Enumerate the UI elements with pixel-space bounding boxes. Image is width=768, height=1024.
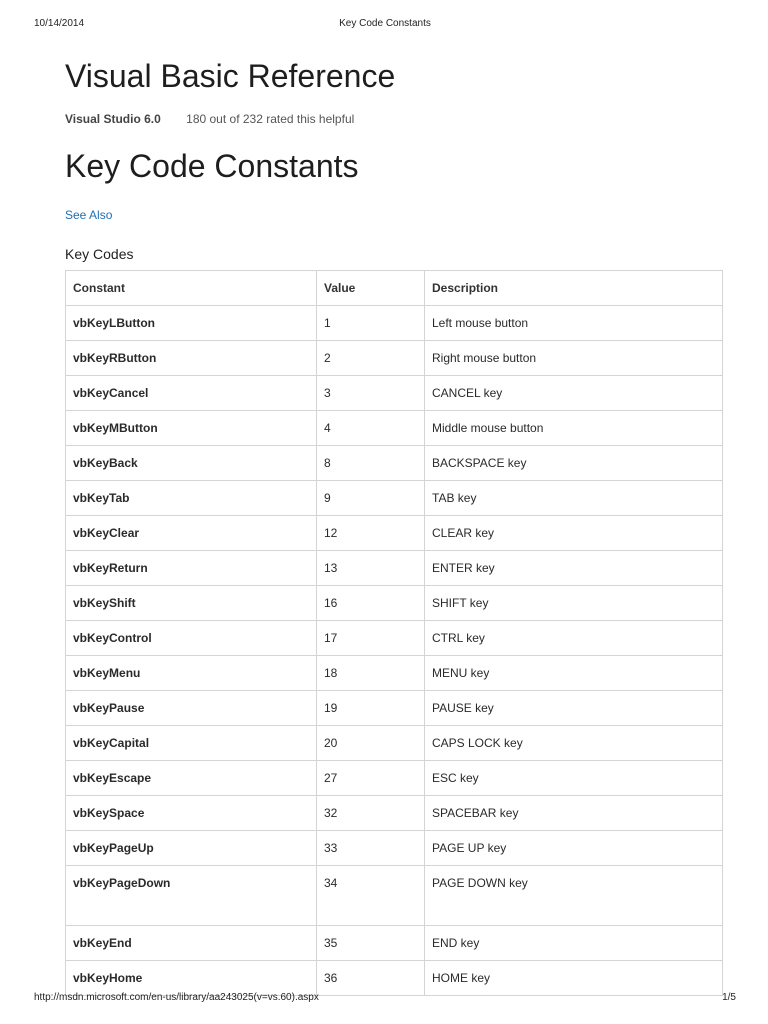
description-cell: SHIFT key (425, 586, 723, 621)
description-cell: PAUSE key (425, 691, 723, 726)
product-version: Visual Studio 6.0 (65, 112, 161, 126)
value-cell: 35 (317, 926, 425, 961)
value-cell: 8 (317, 446, 425, 481)
value-cell: 32 (317, 796, 425, 831)
constant-cell: vbKeyEscape (66, 761, 317, 796)
constant-cell: vbKeyLButton (66, 306, 317, 341)
value-cell: 17 (317, 621, 425, 656)
description-cell: HOME key (425, 961, 723, 996)
table-row (66, 656, 723, 691)
value-cell: 27 (317, 761, 425, 796)
value-cell: 9 (317, 481, 425, 516)
constant-cell: vbKeyMenu (66, 656, 317, 691)
description-cell: Left mouse button (425, 306, 723, 341)
constant-cell: vbKeyShift (66, 586, 317, 621)
table-row (66, 446, 723, 481)
table-row (66, 796, 723, 831)
description-cell: ESC key (425, 761, 723, 796)
table-header-row (66, 271, 723, 306)
description-cell: CLEAR key (425, 516, 723, 551)
constant-cell: vbKeyTab (66, 481, 317, 516)
column-header-description: Description (425, 271, 723, 306)
description-cell: CAPS LOCK key (425, 726, 723, 761)
print-footer (34, 992, 736, 1006)
table-row (66, 961, 723, 996)
page-title: Key Code Constants (65, 148, 359, 184)
value-cell: 20 (317, 726, 425, 761)
table-row (66, 831, 723, 866)
constant-cell: vbKeyEnd (66, 926, 317, 961)
print-title: Key Code Constants (339, 18, 431, 29)
constant-cell: vbKeySpace (66, 796, 317, 831)
constant-cell: vbKeyPageUp (66, 831, 317, 866)
value-cell: 19 (317, 691, 425, 726)
print-header (34, 18, 736, 32)
description-cell: TAB key (425, 481, 723, 516)
table-row (66, 516, 723, 551)
table-row (66, 306, 723, 341)
constant-cell: vbKeyClear (66, 516, 317, 551)
table-row (66, 691, 723, 726)
description-cell: ENTER key (425, 551, 723, 586)
constant-cell: vbKeyRButton (66, 341, 317, 376)
constant-cell: vbKeyMButton (66, 411, 317, 446)
description-cell: BACKSPACE key (425, 446, 723, 481)
column-header-constant: Constant (66, 271, 317, 306)
value-cell: 13 (317, 551, 425, 586)
description-cell: PAGE UP key (425, 831, 723, 866)
see-also-link[interactable]: See Also (65, 208, 113, 222)
constant-cell: vbKeyCancel (66, 376, 317, 411)
description-cell: CANCEL key (425, 376, 723, 411)
value-cell: 3 (317, 376, 425, 411)
constant-cell: vbKeyReturn (66, 551, 317, 586)
column-header-value: Value (317, 271, 425, 306)
table-row (66, 376, 723, 411)
table-row (66, 481, 723, 516)
table-row (66, 926, 723, 961)
value-cell: 2 (317, 341, 425, 376)
description-cell: SPACEBAR key (425, 796, 723, 831)
table-row (66, 726, 723, 761)
helpful-rating: 180 out of 232 rated this helpful (186, 112, 355, 126)
constant-cell: vbKeyBack (66, 446, 317, 481)
table-row (66, 586, 723, 621)
value-cell: 12 (317, 516, 425, 551)
print-url: http://msdn.microsoft.com/en-us/library/aa243025(v=vs.60).aspx (34, 992, 319, 1003)
description-cell: CTRL key (425, 621, 723, 656)
value-cell: 4 (317, 411, 425, 446)
table-row (66, 341, 723, 376)
description-cell: PAGE DOWN key (425, 866, 723, 926)
constant-cell: vbKeyHome (66, 961, 317, 996)
print-date: 10/14/2014 (34, 18, 85, 29)
table-row (66, 411, 723, 446)
table-row (66, 761, 723, 796)
table-row (66, 621, 723, 656)
description-cell: END key (425, 926, 723, 961)
key-codes-table (65, 270, 723, 996)
constant-cell: vbKeyPause (66, 691, 317, 726)
description-cell: Middle mouse button (425, 411, 723, 446)
meta-line (65, 110, 722, 128)
page-number: 1/5 (722, 992, 736, 1003)
value-cell: 18 (317, 656, 425, 691)
constant-cell: vbKeyPageDown (66, 866, 317, 926)
reference-title: Visual Basic Reference (65, 58, 396, 94)
value-cell: 33 (317, 831, 425, 866)
document-content (65, 52, 722, 996)
constant-cell: vbKeyCapital (66, 726, 317, 761)
value-cell: 16 (317, 586, 425, 621)
table-row (66, 551, 723, 586)
value-cell: 1 (317, 306, 425, 341)
value-cell: 36 (317, 961, 425, 996)
section-heading: Key Codes (65, 246, 134, 262)
description-cell: MENU key (425, 656, 723, 691)
value-cell: 34 (317, 866, 425, 926)
constant-cell: vbKeyControl (66, 621, 317, 656)
table-row (66, 866, 723, 926)
description-cell: Right mouse button (425, 341, 723, 376)
